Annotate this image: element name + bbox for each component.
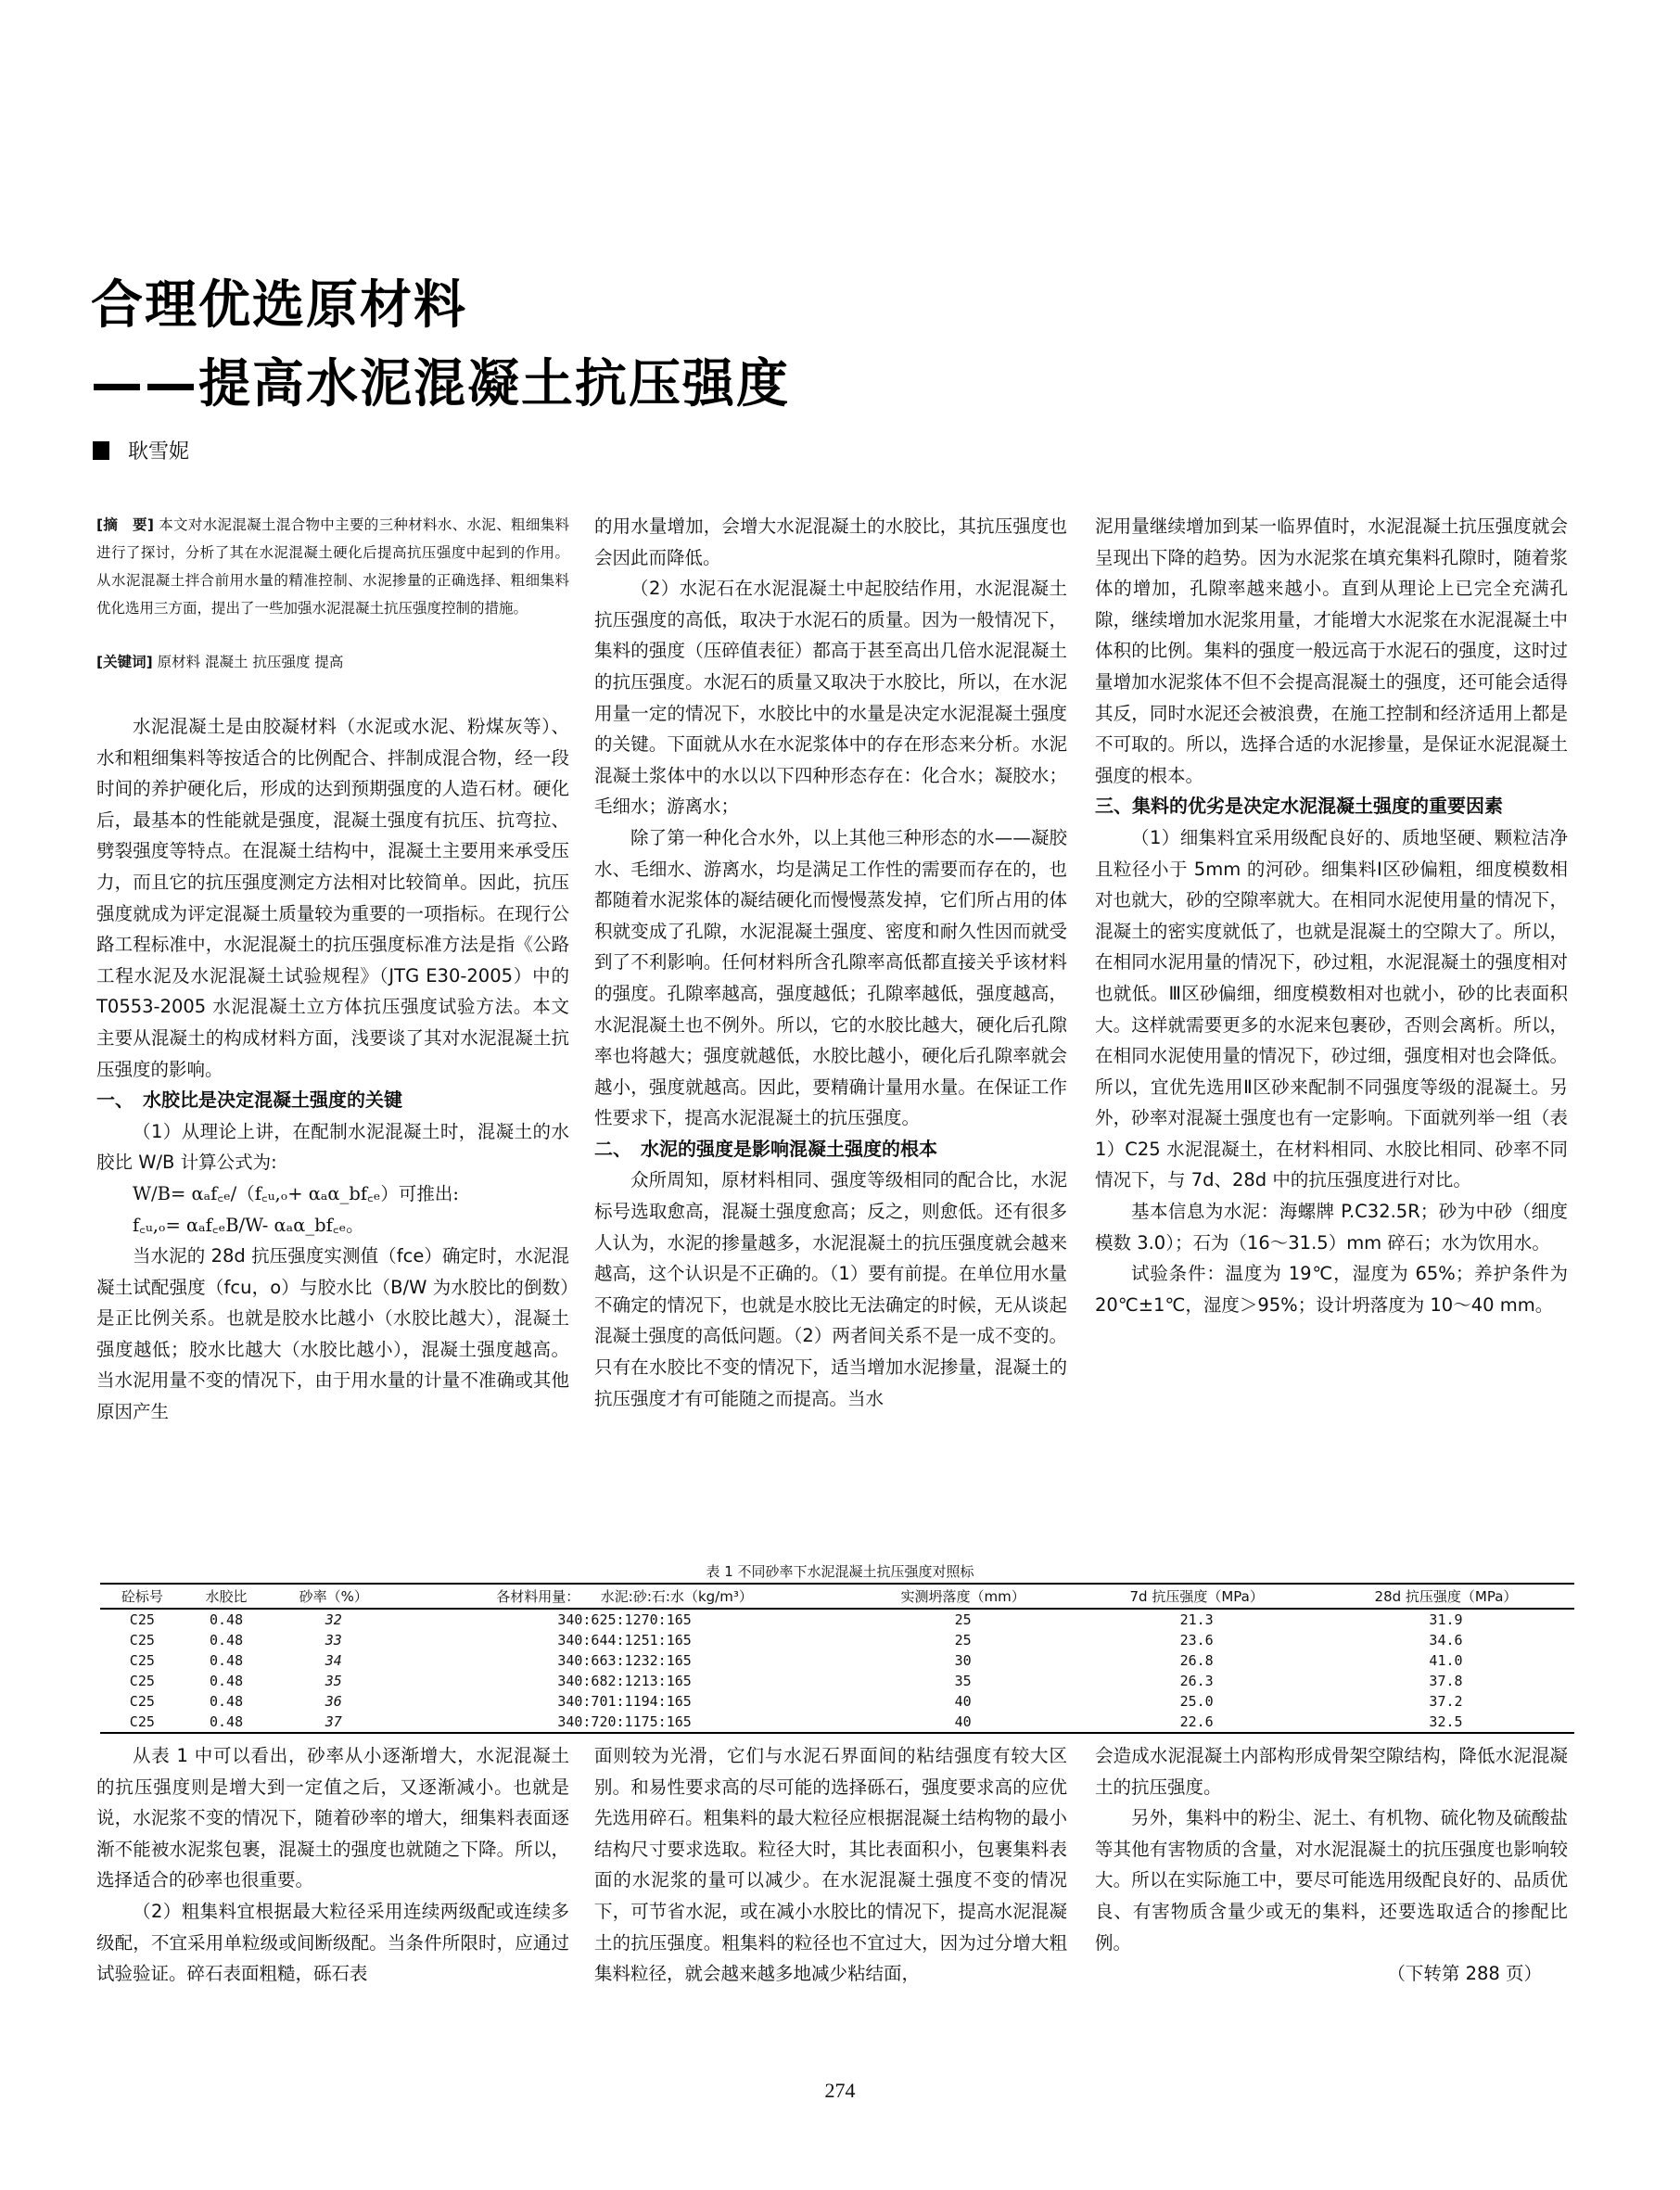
cell-28d-strength: 34.6 bbox=[1429, 1632, 1463, 1649]
paragraph: （2）水泥石在水泥混凝土中起胶结作用，水泥混凝土抗压强度的高低，取决于水泥石的质量。因为一般情况下，集料的强度（压碎值表征）都高于甚至高出几倍水泥混凝土的抗压强度。水泥石的质量又取决于水胶比，所以，在水泥用量一定的情况下，水胶比中的水量是决定水泥混凝土强度的关键。下面就从水在水泥浆体中的存在形态来分析。水泥混凝土浆体中的水以以下四种形态存在：化合水；凝胶水；毛细水；游离水； bbox=[594, 578, 1067, 818]
cell-wb-ratio: 0.48 bbox=[209, 1652, 244, 1669]
table-row bbox=[100, 1671, 1574, 1691]
cell-sand-ratio: 37 bbox=[325, 1713, 342, 1730]
cell-7d-strength: 22.6 bbox=[1179, 1713, 1214, 1730]
cell-sand-ratio: 34 bbox=[325, 1652, 342, 1669]
cell-sand-ratio: 36 bbox=[325, 1693, 342, 1710]
paragraph: 面则较为光滑，它们与水泥石界面间的粘结强度有较大区别。和易性要求高的尽可能的选择砾石，强度要求高的应优先选用碎石。粗集料的最大粒径应根据混凝土结构物的最小结构尺寸要求选取。粒径大时，其比表面积小，包裹集料表面的水泥浆的量可以减少。在水泥混凝土强度不变的情况下，可节省水泥，或在减小水胶比的情况下，提高水泥混凝土的抗压强度。粗集料的粒径也不宜过大，因为过分增大粗集料粒径，就会越来越多地减少粘结面， bbox=[594, 1745, 1067, 1985]
cell-grade: C25 bbox=[129, 1713, 155, 1730]
cell-28d-strength: 31.9 bbox=[1429, 1611, 1463, 1628]
cell-7d-strength: 26.8 bbox=[1179, 1652, 1214, 1669]
header-sand-ratio: 砂率（%） bbox=[299, 1588, 368, 1605]
cell-wb-ratio: 0.48 bbox=[209, 1713, 244, 1730]
table-row bbox=[100, 1630, 1574, 1650]
table-row bbox=[100, 1609, 1574, 1630]
table-sand-ratio-strength bbox=[100, 1583, 1574, 1734]
cell-7d-strength: 21.3 bbox=[1179, 1611, 1214, 1628]
paragraph: 当水泥的 28d 抗压强度实测值（fce）确定时，水泥混凝土试配强度（fcu，o）与胶水比（B/W 为水胶比的倒数）是正比例关系。也就是胶水比越小（水胶比越大），混凝土强度越低；胶水比越大（水胶比越小），混凝土强度越高。当水泥用量不变的情况下，由于用水量的计量不准确或其他原因产生 bbox=[96, 1245, 569, 1423]
cell-slump: 40 bbox=[954, 1713, 972, 1730]
header-mix-proportion: 各材料用量： 水泥:砂:石:水（kg/m³） bbox=[496, 1588, 753, 1605]
cell-sand-ratio: 33 bbox=[325, 1632, 342, 1649]
abstract-label: [摘 要] bbox=[96, 516, 154, 533]
cell-mix-proportion: 340:682:1213:165 bbox=[557, 1673, 692, 1689]
cell-grade: C25 bbox=[129, 1673, 155, 1689]
table-row bbox=[100, 1691, 1574, 1712]
paragraph: 另外，集料中的粉尘、泥土、有机物、硫化物及硫酸盐等其他有害物质的含量，对水泥混凝土的抗压强度也影响较大。所以在实际施工中，要尽可能选用级配良好的、品质优良、有害物质含量少或无的集料，还要选取适合的掺配比例。 bbox=[1095, 1807, 1568, 1954]
cell-28d-strength: 32.5 bbox=[1429, 1713, 1463, 1730]
paragraph: （2）粗集料宜根据最大粒径采用连续两级配或连续多级配，不宜采用单粒级或间断级配。当条件所限时，应通过试验验证。碎石表面粗糙，砾石表 bbox=[96, 1900, 569, 1985]
cell-28d-strength: 41.0 bbox=[1429, 1652, 1463, 1669]
cell-grade: C25 bbox=[129, 1632, 155, 1649]
table-row bbox=[100, 1650, 1574, 1671]
section-heading-1: 一、 水胶比是决定混凝土强度的关键 bbox=[96, 1089, 402, 1112]
keywords-label: [关键词] bbox=[96, 654, 153, 670]
column-2 bbox=[594, 511, 1067, 1414]
paragraph: 泥用量继续增加到某一临界值时，水泥混凝土抗压强度就会呈现出下降的趋势。因为水泥浆在填充集料孔隙时，随着浆体的增加，孔隙率越来越小。直到从理论上已完全充满孔隙，继续增加水泥浆用量，才能增大水泥浆在水泥混凝土中体积的比例。集料的强度一般远高于水泥石的强度，这时过量增加水泥浆体不但不会提高混凝土的强度，还可能会适得其反，同时水泥还会被浪费，在施工控制和经济适用上都是不可取的。所以，选择合适的水泥掺量，是保证水泥混凝土强度的根本。 bbox=[1095, 516, 1568, 786]
formula-fcu: f꜀ᵤ,ₒ= αₐf꜀ₑB/W- αₐα_bf꜀ₑ。 bbox=[133, 1214, 364, 1236]
section-heading-3: 三、集料的优劣是决定水泥混凝土强度的重要因素 bbox=[1095, 795, 1503, 818]
cell-wb-ratio: 0.48 bbox=[209, 1632, 244, 1649]
cell-28d-strength: 37.2 bbox=[1429, 1693, 1463, 1710]
paragraph: （1）从理论上讲，在配制水泥混凝土时，混凝土的水胶比 W/B 计算公式为: bbox=[96, 1120, 569, 1174]
column-1 bbox=[96, 511, 569, 1428]
table-row bbox=[100, 1712, 1574, 1733]
abstract-text: 本文对水泥混凝土混合物中主要的三种材料水、水泥、粗细集料进行了探讨，分析了其在水泥混凝土硬化后提高抗压强度中起到的作用。从水泥混凝土拌合前用水量的精准控制、水泥掺量的正确选择、粗细集料优化选用三方面，提出了一些加强水泥混凝土抗压强度控制的措施。 bbox=[96, 516, 569, 617]
continued-note: （下转第 288 页） bbox=[1387, 1963, 1542, 1985]
cell-7d-strength: 25.0 bbox=[1179, 1693, 1214, 1710]
header-slump: 实测坍落度（mm） bbox=[900, 1588, 1025, 1605]
column-4 bbox=[96, 1740, 569, 1990]
intro-paragraph: 水泥混凝土是由胶凝材料（水泥或水泥、粉煤灰等）、水和粗细集料等按适合的比例配合、拌制成混合物，经一段时间的养护硬化后，形成的达到预期强度的人造石材。硬化后，最基本的性能就是强度，混凝土强度有抗压、抗弯拉、劈裂强度等特点。在混凝土结构中，混凝土主要用来承受压力，而且它的抗压强度测定方法相对比较简单。因此，抗压强度就成为评定混凝土质量较为重要的一项指标。在现行公路工程标准中，水泥混凝土的抗压强度标准方法是指《公路工程水泥及水泥混凝土试验规程》（JTG E30-2005）中的 T0553-2005 水泥混凝土立方体抗压强度试验方法。本文主要从混凝土的构成材料方面，浅要谈了其对水泥混凝土抗压强度的影响。 bbox=[96, 716, 569, 1080]
cell-mix-proportion: 340:720:1175:165 bbox=[557, 1713, 692, 1730]
cell-wb-ratio: 0.48 bbox=[209, 1693, 244, 1710]
author-name: 耿雪妮 bbox=[128, 440, 190, 464]
cell-sand-ratio: 32 bbox=[325, 1611, 342, 1628]
cell-7d-strength: 23.6 bbox=[1179, 1632, 1214, 1649]
cell-sand-ratio: 35 bbox=[325, 1673, 342, 1689]
cell-wb-ratio: 0.48 bbox=[209, 1611, 244, 1628]
formula-wb: W/B= αₐf꜀ₑ/（f꜀ᵤ,ₒ+ αₐα_bf꜀ₑ）可推出: bbox=[133, 1182, 459, 1204]
column-3 bbox=[1095, 511, 1568, 1320]
column-5 bbox=[594, 1740, 1067, 1990]
paragraph: 众所周知，原材料相同、强度等级相同的配合比，水泥标号选取愈高，混凝土强度愈高；反之，则愈低。还有很多人认为，水泥的掺量越多，水泥混凝土的抗压强度就会越来越高，这个认识是不正确的。（1）要有前提。在单位用水量不确定的情况下，也就是水胶比无法确定的时候，无从谈起混凝土强度的高低问题。（2）两者间关系不是一成不变的。只有在水胶比不变的情况下，适当增加水泥掺量，混凝土的抗压强度才有可能随之而提高。当水 bbox=[594, 1169, 1067, 1409]
cell-slump: 30 bbox=[954, 1652, 972, 1669]
paragraph: 基本信息为水泥：海螺牌 P.C32.5R；砂为中砂（细度模数 3.0）；石为（16～31.5）mm 碎石；水为饮用水。 bbox=[1095, 1201, 1568, 1254]
page-number: 274 bbox=[824, 2079, 856, 2102]
paragraph: 的用水量增加，会增大水泥混凝土的水胶比，其抗压强度也会因此而降低。 bbox=[594, 516, 1067, 568]
cell-slump: 25 bbox=[954, 1611, 972, 1628]
cell-wb-ratio: 0.48 bbox=[209, 1673, 244, 1689]
cell-mix-proportion: 340:663:1232:165 bbox=[557, 1652, 692, 1669]
cell-slump: 35 bbox=[954, 1673, 972, 1689]
square-bullet-icon bbox=[93, 441, 109, 460]
paragraph: 会造成水泥混凝土内部构形成骨架空隙结构，降低水泥混凝土的抗压强度。 bbox=[1095, 1745, 1568, 1798]
article-title-line2: ——提高水泥混凝土抗压强度 bbox=[91, 353, 790, 414]
cell-slump: 40 bbox=[954, 1693, 972, 1710]
header-7d-strength: 7d 抗压强度（MPa） bbox=[1129, 1588, 1264, 1605]
column-6 bbox=[1095, 1740, 1568, 1990]
cell-grade: C25 bbox=[129, 1611, 155, 1628]
section-heading-2: 二、 水泥的强度是影响混凝土强度的根本 bbox=[594, 1137, 937, 1160]
header-grade: 砼标号 bbox=[121, 1588, 163, 1605]
paragraph: 试验条件：温度为 19℃，湿度为 65%；养护条件为 20℃±1℃，湿度＞95%；设计坍落度为 10～40 mm。 bbox=[1095, 1263, 1568, 1316]
cell-7d-strength: 26.3 bbox=[1179, 1673, 1214, 1689]
table-caption: 表 1 不同砂率下水泥混凝土抗压强度对照标 bbox=[706, 1563, 974, 1580]
cell-grade: C25 bbox=[129, 1652, 155, 1669]
author-line bbox=[93, 436, 189, 465]
cell-mix-proportion: 340:701:1194:165 bbox=[557, 1693, 692, 1710]
header-wb-ratio: 水胶比 bbox=[205, 1588, 248, 1605]
article-title-line1: 合理优选原材料 bbox=[91, 274, 467, 336]
cell-28d-strength: 37.8 bbox=[1429, 1673, 1463, 1689]
cell-grade: C25 bbox=[129, 1693, 155, 1710]
paragraph: 除了第一种化合水外，以上其他三种形态的水——凝胶水、毛细水、游离水，均是满足工作性的需要而存在的，也都随着水泥浆体的凝结硬化而慢慢蒸发掉，它们所占用的体积就变成了孔隙，水泥混凝土强度、密度和耐久性因而就受到了不利影响。任何材料所含孔隙率高低都直接关乎该材料的强度。孔隙率越高，强度越低；孔隙率越低，强度越高，水泥混凝土也不例外。所以，它的水胶比越大，硬化后孔隙率也将越大；强度就越低，水胶比越小，硬化后孔隙率就会越小，强度就越高。因此，要精确计量用水量。在保证工作性要求下，提高水泥混凝土的抗压强度。 bbox=[594, 826, 1067, 1129]
cell-mix-proportion: 340:644:1251:165 bbox=[557, 1632, 692, 1649]
header-28d-strength: 28d 抗压强度（MPa） bbox=[1374, 1588, 1518, 1605]
paragraph: （1）细集料宜采用级配良好的、质地坚硬、颗粒洁净且粒径小于 5mm 的河砂。细集料Ⅰ区砂偏粗，细度模数相对也就大，砂的空隙率就大。在相同水泥使用量的情况下，混凝土的密实度就低了，也就是混凝土的空隙大了。所以，在相同水泥用量的情况下，砂过粗，水泥混凝土的强度相对也就低。Ⅲ区砂偏细，细度模数相对也就小，砂的比表面积大。这样就需要更多的水泥来包裹砂，否则会离析。所以，在相同水泥使用量的情况下，砂过细，强度相对也会降低。所以，宜优先选用Ⅱ区砂来配制不同强度等级的混凝土。另外，砂率对混凝土强度也有一定影响。下面就列举一组（表 1）C25 水泥混凝土，在材料相同、水胶比相同、砂率不同情况下，与 7d、28d 中的抗压强度进行对比。 bbox=[1095, 826, 1568, 1191]
keywords-text: 原材料 混凝土 抗压强度 提高 bbox=[157, 654, 344, 670]
paragraph: 从表 1 中可以看出，砂率从小逐渐增大，水泥混凝土的抗压强度则是增大到一定值之后，又逐渐减小。也就是说，水泥浆不变的情况下，随着砂率的增大，细集料表面逐渐不能被水泥浆包裹，混凝土的强度也就随之下降。所以，选择适合的砂率也很重要。 bbox=[96, 1745, 569, 1891]
cell-mix-proportion: 340:625:1270:165 bbox=[557, 1611, 692, 1628]
keywords bbox=[96, 648, 569, 676]
abstract bbox=[96, 511, 569, 622]
table-header-row bbox=[100, 1584, 1574, 1609]
cell-slump: 25 bbox=[954, 1632, 972, 1649]
